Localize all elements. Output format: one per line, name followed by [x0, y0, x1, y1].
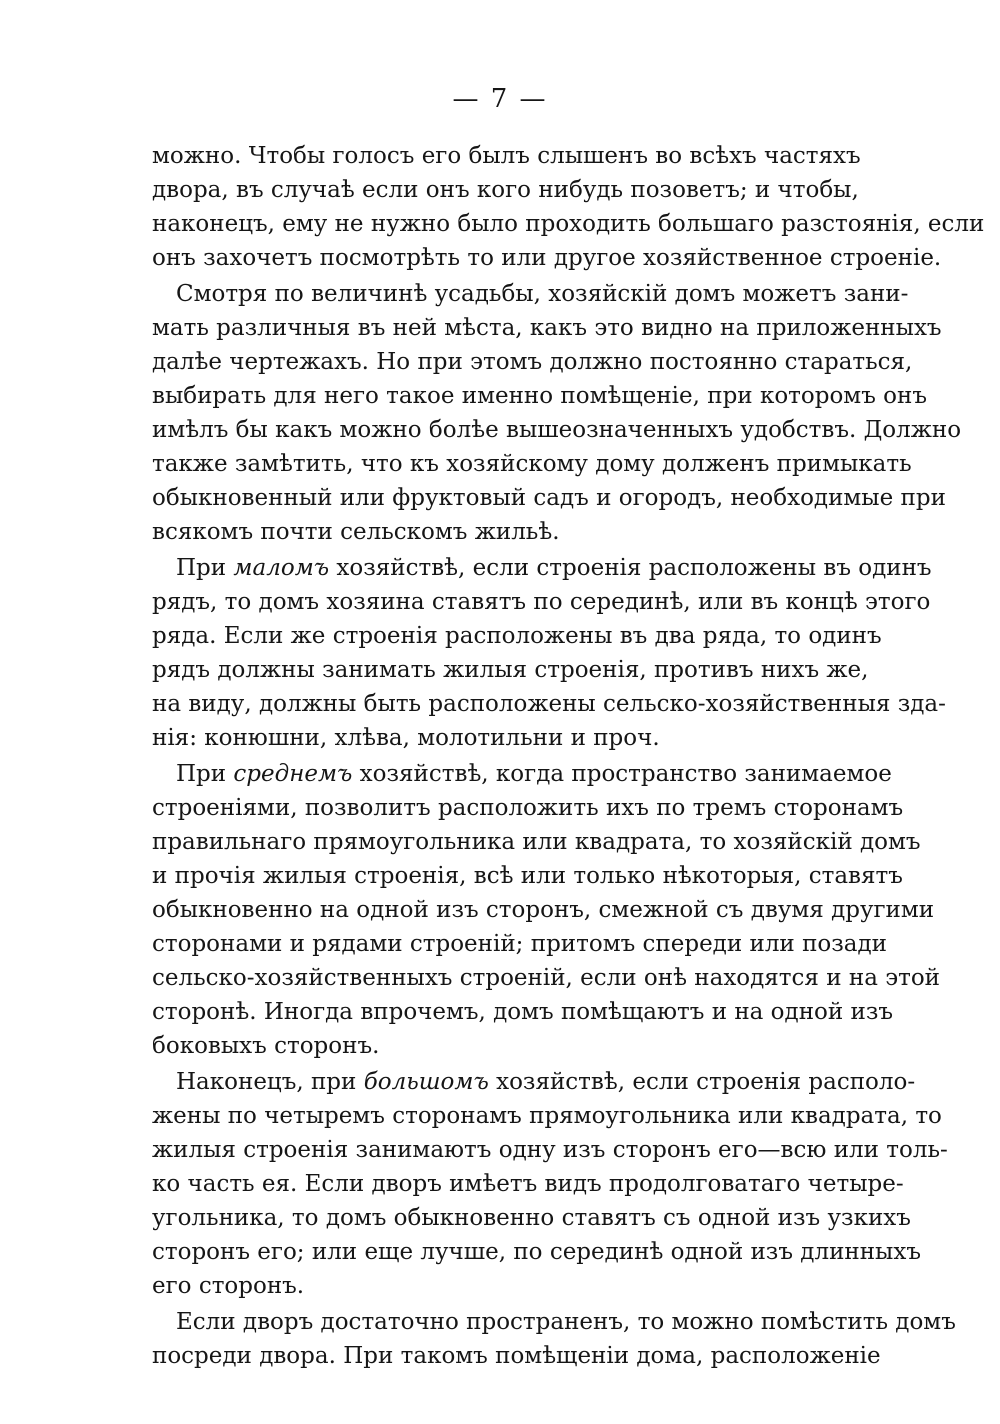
italic-term: большомъ: [363, 1069, 489, 1095]
text-line: обыкновенно на одной изъ сторонъ, смежной съ двумя другими: [152, 897, 935, 923]
text-line: рядъ, то домъ хозяина ставятъ по серединѣ, или въ концѣ этого: [152, 589, 931, 615]
text-line: строеніями, позволитъ расположить ихъ по тремъ сторонамъ: [152, 795, 904, 821]
text-line: также замѣтить, что къ хозяйскому дому долженъ примыкать: [152, 451, 912, 477]
text-line: имѣлъ бы какъ можно болѣе вышеозначенныхъ удобствъ. Должно: [152, 417, 962, 443]
text-line: и прочія жилыя строенія, всѣ или только нѣкоторыя, ставятъ: [152, 863, 903, 889]
text-line: его сторонъ.: [152, 1273, 305, 1299]
text-line: Смотря по величинѣ усадьбы, хозяйскій домъ можетъ зани-: [176, 281, 909, 307]
italic-term: среднемъ: [233, 761, 353, 787]
text-line: ко часть ея. Если дворъ имѣетъ видъ продолговатаго четыре-: [152, 1171, 904, 1197]
italic-term: маломъ: [233, 555, 330, 581]
text-line: сельско-хозяйственныхъ строеній, если онѣ находятся и на этой: [152, 965, 941, 991]
text-line: жены по четыремъ сторонамъ прямоугольника или квадрата, то: [152, 1103, 942, 1129]
text-line: ряда. Если же строенія расположены въ два ряда, то одинъ: [152, 623, 882, 649]
text-line: боковыхъ сторонъ.: [152, 1033, 380, 1059]
text-line: рядъ должны занимать жилыя строенія, противъ нихъ же,: [152, 657, 869, 683]
text-line: на виду, должны быть расположены сельско-хозяйственныя зда-: [152, 691, 946, 717]
text-line: угольника, то домъ обыкновенно ставятъ съ одной изъ узкихъ: [152, 1205, 911, 1231]
page-number: — 7 —: [452, 84, 548, 114]
text-line: обыкновенный или фруктовый садъ и огородъ, необходимые при: [152, 485, 946, 511]
text-line: посреди двора. При такомъ помѣщеніи дома, расположеніе: [152, 1343, 881, 1369]
text-line: далѣе чертежахъ. Но при этомъ должно постоянно стараться,: [152, 349, 913, 375]
text-line: нія: конюшни, хлѣва, молотильни и проч.: [152, 725, 660, 751]
text-line: всякомъ почти сельскомъ жильѣ.: [152, 519, 560, 545]
text-line: можно. Чтобы голосъ его былъ слышенъ во всѣхъ частяхъ: [152, 143, 861, 169]
text-line: правильнаго прямоугольника или квадрата, то хозяйскій домъ: [152, 829, 921, 855]
text-line: мать различныя въ ней мѣста, какъ это видно на приложенныхъ: [152, 315, 942, 341]
text-line: сторонами и рядами строеній; притомъ спереди или позади: [152, 931, 887, 957]
text-line: сторонѣ. Иногда впрочемъ, домъ помѣщаютъ и на одной изъ: [152, 999, 894, 1025]
text-line: двора, въ случаѣ если онъ кого нибудь позоветъ; и чтобы,: [152, 177, 859, 203]
text-line: При среднемъ хозяйствѣ, когда пространство занимаемое: [176, 761, 892, 787]
text-line: наконецъ, ему не нужно было проходить большаго разстоянія, если: [152, 211, 985, 237]
text-line: Если дворъ достаточно пространенъ, то можно помѣстить домъ: [176, 1309, 956, 1335]
text-line: жилыя строенія занимаютъ одну изъ сторонъ его—всю или толь-: [152, 1137, 948, 1163]
text-line: При маломъ хозяйствѣ, если строенія расположены въ одинъ: [176, 555, 932, 581]
text-line: онъ захочетъ посмотрѣть то или другое хозяйственное строеніе.: [152, 245, 942, 271]
text-line: сторонъ его; или еще лучше, по серединѣ одной изъ длинныхъ: [152, 1239, 921, 1265]
text-line: выбирать для него такое именно помѣщеніе, при которомъ онъ: [152, 383, 927, 409]
text-line: Наконецъ, при большомъ хозяйствѣ, если строенія располо-: [176, 1069, 916, 1095]
